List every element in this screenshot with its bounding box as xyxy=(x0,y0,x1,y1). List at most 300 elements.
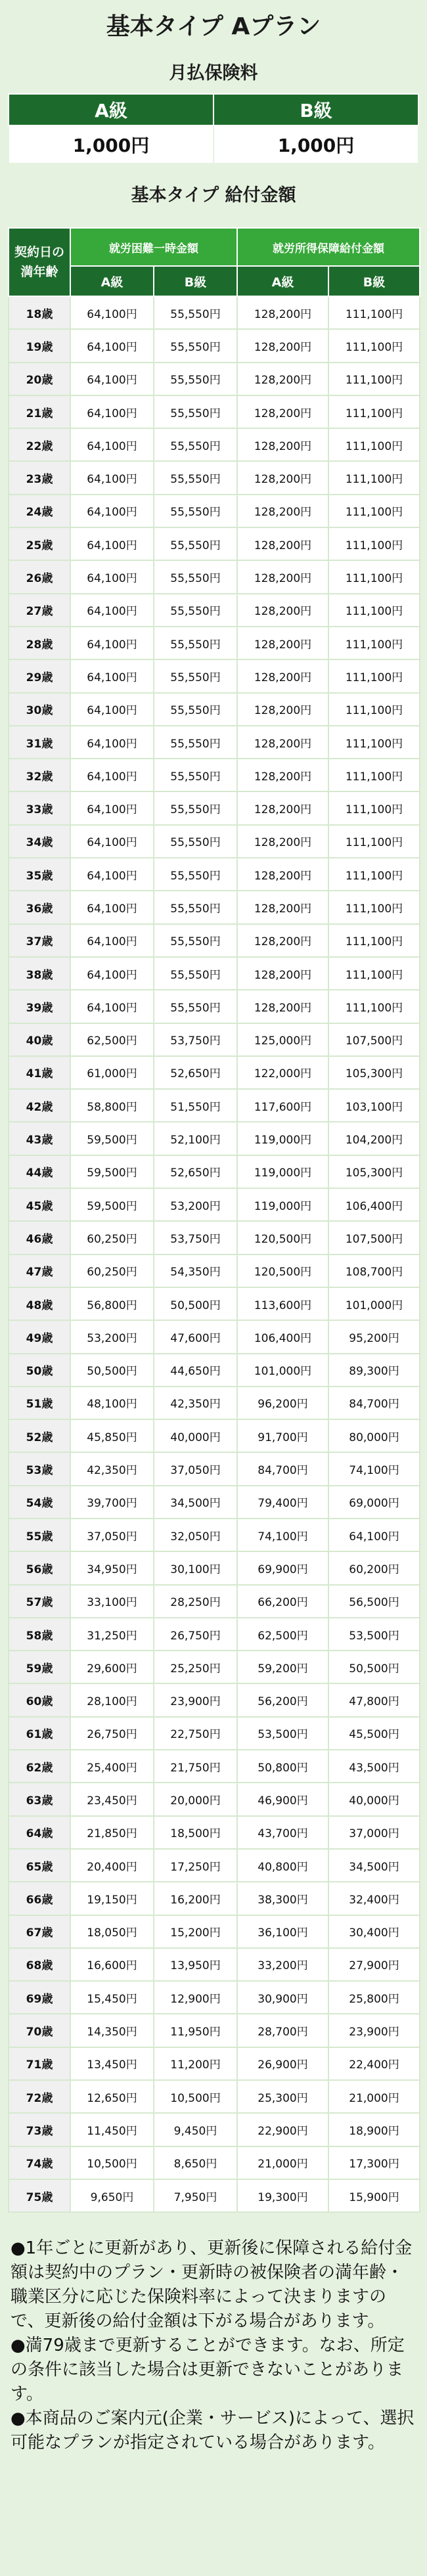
age-cell: 56歳 xyxy=(9,1551,70,1584)
age-cell: 62歳 xyxy=(9,1750,70,1783)
lump-sum-a-cell: 60,250円 xyxy=(70,1255,154,1287)
age-cell: 59歳 xyxy=(9,1651,70,1683)
table-row xyxy=(9,1255,420,1287)
lump-sum-b-cell: 23,900円 xyxy=(154,1683,237,1716)
age-cell: 65歳 xyxy=(9,1849,70,1882)
lump-sum-b-cell: 55,550円 xyxy=(154,825,237,858)
lump-sum-a-cell: 64,100円 xyxy=(70,990,154,1023)
income-b-cell: 111,100円 xyxy=(328,659,420,692)
age-cell: 41歳 xyxy=(9,1056,70,1089)
income-a-cell: 50,800円 xyxy=(237,1750,328,1783)
table-row xyxy=(9,990,420,1023)
table-row xyxy=(9,924,420,957)
lump-sum-b-cell: 55,550円 xyxy=(154,560,237,593)
age-header-line1: 契約日の xyxy=(14,245,64,259)
income-b-cell: 111,100円 xyxy=(328,495,420,527)
income-b-cell: 27,900円 xyxy=(328,1948,420,1981)
table-row xyxy=(9,1882,420,1915)
income-benefit-group-header: 就労所得保障給付金額 xyxy=(237,228,420,266)
income-a-cell: 74,100円 xyxy=(237,1519,328,1551)
table-row xyxy=(9,1783,420,1815)
lump-sum-b-cell: 52,100円 xyxy=(154,1122,237,1155)
lump-sum-b-cell: 53,200円 xyxy=(154,1188,237,1221)
income-b-cell: 111,100円 xyxy=(328,990,420,1023)
lump-sum-a-cell: 26,750円 xyxy=(70,1717,154,1750)
table-row xyxy=(9,1320,420,1353)
lump-sum-a-cell: 56,800円 xyxy=(70,1287,154,1320)
lump-sum-b-cell: 53,750円 xyxy=(154,1221,237,1254)
table-row xyxy=(9,395,420,428)
income-b-cell: 17,300円 xyxy=(328,2146,420,2179)
table-row xyxy=(9,1452,420,1485)
income-b-cell: 108,700円 xyxy=(328,1255,420,1287)
income-a-cell: 128,200円 xyxy=(237,891,328,923)
benefit-table xyxy=(8,227,420,2213)
age-cell: 50歳 xyxy=(9,1354,70,1387)
age-cell: 61歳 xyxy=(9,1717,70,1750)
lump-sum-a-cell: 64,100円 xyxy=(70,594,154,627)
table-row xyxy=(9,1419,420,1452)
lump-sum-a-cell: 9,650円 xyxy=(70,2179,154,2212)
table-row xyxy=(9,329,420,362)
table-row xyxy=(9,627,420,659)
lump-sum-b-cell: 26,750円 xyxy=(154,1618,237,1651)
lump-sum-b-cell: 11,200円 xyxy=(154,2047,237,2080)
lump-sum-a-cell: 28,100円 xyxy=(70,1683,154,1716)
age-cell: 26歳 xyxy=(9,560,70,593)
income-b-cell: 111,100円 xyxy=(328,759,420,791)
age-cell: 49歳 xyxy=(9,1320,70,1353)
income-a-cell: 128,200円 xyxy=(237,329,328,362)
lump-sum-b-cell: 8,650円 xyxy=(154,2146,237,2179)
age-cell: 43歳 xyxy=(9,1122,70,1155)
income-b-cell: 80,000円 xyxy=(328,1419,420,1452)
lump-sum-b-cell: 17,250円 xyxy=(154,1849,237,1882)
table-row xyxy=(9,2080,420,2113)
income-b-cell: 56,500円 xyxy=(328,1585,420,1618)
table-row xyxy=(9,1585,420,1618)
age-cell: 44歳 xyxy=(9,1155,70,1188)
income-b-cell: 111,100円 xyxy=(328,560,420,593)
age-cell: 42歳 xyxy=(9,1089,70,1122)
table-row xyxy=(9,495,420,527)
income-a-cell: 128,200円 xyxy=(237,825,328,858)
lump-sum-a-cell: 50,500円 xyxy=(70,1354,154,1387)
income-a-cell: 46,900円 xyxy=(237,1783,328,1815)
income-b-cell: 104,200円 xyxy=(328,1122,420,1155)
lump-sum-a-cell: 45,850円 xyxy=(70,1419,154,1452)
lump-sum-a-cell: 25,400円 xyxy=(70,1750,154,1783)
table-row xyxy=(9,1915,420,1948)
lump-sum-b-cell: 25,250円 xyxy=(154,1651,237,1683)
lump-sum-a-cell: 64,100円 xyxy=(70,296,154,329)
income-b-cell: 111,100円 xyxy=(328,858,420,891)
lump-sum-a-cell: 64,100円 xyxy=(70,726,154,759)
age-cell: 20歳 xyxy=(9,363,70,395)
premium-table xyxy=(8,93,419,164)
age-cell: 21歳 xyxy=(9,395,70,428)
table-row xyxy=(9,2014,420,2047)
lump-sum-a-cell: 64,100円 xyxy=(70,495,154,527)
benefit-table-body xyxy=(9,296,420,2212)
lump-sum-a-cell: 15,450円 xyxy=(70,1981,154,2014)
lump-sum-b-cell: 30,100円 xyxy=(154,1551,237,1584)
income-a-cell: 120,500円 xyxy=(237,1255,328,1287)
age-cell: 69歳 xyxy=(9,1981,70,2014)
lump-sum-class-b-header: B級 xyxy=(154,266,237,296)
income-a-cell: 53,500円 xyxy=(237,1717,328,1750)
lump-sum-a-cell: 29,600円 xyxy=(70,1651,154,1683)
income-b-cell: 111,100円 xyxy=(328,594,420,627)
income-a-cell: 21,000円 xyxy=(237,2146,328,2179)
income-a-cell: 117,600円 xyxy=(237,1089,328,1122)
lump-sum-a-cell: 12,650円 xyxy=(70,2080,154,2113)
lump-sum-a-cell: 39,700円 xyxy=(70,1486,154,1519)
table-row xyxy=(9,1717,420,1750)
table-row xyxy=(9,527,420,560)
lump-sum-a-cell: 64,100円 xyxy=(70,560,154,593)
lump-sum-b-cell: 55,550円 xyxy=(154,594,237,627)
table-row xyxy=(9,594,420,627)
income-b-cell: 111,100円 xyxy=(328,428,420,461)
income-a-cell: 22,900円 xyxy=(237,2113,328,2146)
income-a-cell: 28,700円 xyxy=(237,2014,328,2047)
table-row xyxy=(9,957,420,990)
table-row xyxy=(9,1354,420,1387)
age-cell: 32歳 xyxy=(9,759,70,791)
age-cell: 73歳 xyxy=(9,2113,70,2146)
income-a-cell: 128,200円 xyxy=(237,428,328,461)
age-cell: 38歳 xyxy=(9,957,70,990)
note-renewal: ●1年ごとに更新があり、更新後に保障される給付金額は契約中のプラン・更新時の被保険者の満年齢・職業区分に応じた保険料率によって決まりますので、更新後の給付金額は下がる場合があります。 xyxy=(11,2238,413,2332)
income-a-cell: 33,200円 xyxy=(237,1948,328,1981)
note-plan-selection: ●本商品のご案内元(企業・サービス)によって、選択可能なプランが指定されている場合があります。 xyxy=(11,2409,415,2453)
lump-sum-b-cell: 55,550円 xyxy=(154,891,237,923)
page-title: 基本タイプ Aプラン xyxy=(106,13,321,40)
income-b-cell: 111,100円 xyxy=(328,726,420,759)
income-a-cell: 128,200円 xyxy=(237,726,328,759)
income-b-cell: 22,400円 xyxy=(328,2047,420,2080)
lump-sum-b-cell: 9,450円 xyxy=(154,2113,237,2146)
income-a-cell: 96,200円 xyxy=(237,1387,328,1419)
table-row xyxy=(9,1750,420,1783)
table-row xyxy=(9,1551,420,1584)
table-row xyxy=(9,825,420,858)
lump-sum-a-cell: 13,450円 xyxy=(70,2047,154,2080)
lump-sum-b-cell: 55,550円 xyxy=(154,791,237,824)
income-b-cell: 111,100円 xyxy=(328,627,420,659)
income-b-cell: 111,100円 xyxy=(328,329,420,362)
income-a-cell: 119,000円 xyxy=(237,1122,328,1155)
income-a-cell: 128,200円 xyxy=(237,296,328,329)
age-cell: 37歳 xyxy=(9,924,70,957)
lump-sum-a-cell: 64,100円 xyxy=(70,428,154,461)
income-a-cell: 128,200円 xyxy=(237,527,328,560)
lump-sum-b-cell: 55,550円 xyxy=(154,363,237,395)
premium-header-a: A級 xyxy=(9,94,214,125)
income-a-cell: 56,200円 xyxy=(237,1683,328,1716)
lump-sum-a-cell: 64,100円 xyxy=(70,461,154,494)
income-a-cell: 122,000円 xyxy=(237,1056,328,1089)
age-cell: 47歳 xyxy=(9,1255,70,1287)
lump-sum-a-cell: 64,100円 xyxy=(70,329,154,362)
income-b-cell: 21,000円 xyxy=(328,2080,420,2113)
age-cell: 27歳 xyxy=(9,594,70,627)
income-b-cell: 74,100円 xyxy=(328,1452,420,1485)
lump-sum-b-cell: 16,200円 xyxy=(154,1882,237,1915)
premium-heading: 月払保険料 xyxy=(169,63,258,83)
age-cell: 24歳 xyxy=(9,495,70,527)
lump-sum-b-cell: 55,550円 xyxy=(154,858,237,891)
age-cell: 19歳 xyxy=(9,329,70,362)
income-b-cell: 111,100円 xyxy=(328,791,420,824)
lump-sum-b-cell: 52,650円 xyxy=(154,1155,237,1188)
lump-sum-b-cell: 55,550円 xyxy=(154,693,237,726)
table-row xyxy=(9,1651,420,1683)
age-cell: 64歳 xyxy=(9,1816,70,1849)
table-row xyxy=(9,560,420,593)
table-row xyxy=(9,1122,420,1155)
lump-sum-b-cell: 55,550円 xyxy=(154,759,237,791)
income-b-cell: 106,400円 xyxy=(328,1188,420,1221)
age-cell: 52歳 xyxy=(9,1419,70,1452)
age-cell: 33歳 xyxy=(9,791,70,824)
table-row xyxy=(9,1089,420,1122)
table-row xyxy=(9,1287,420,1320)
age-cell: 57歳 xyxy=(9,1585,70,1618)
lump-sum-a-cell: 31,250円 xyxy=(70,1618,154,1651)
table-row xyxy=(9,2179,420,2212)
income-b-cell: 37,000円 xyxy=(328,1816,420,1849)
lump-sum-a-cell: 59,500円 xyxy=(70,1122,154,1155)
benefit-heading: 基本タイプ 給付金額 xyxy=(131,185,296,206)
lump-sum-b-cell: 22,750円 xyxy=(154,1717,237,1750)
age-cell: 25歳 xyxy=(9,527,70,560)
table-row xyxy=(9,891,420,923)
lump-sum-a-cell: 64,100円 xyxy=(70,858,154,891)
income-a-cell: 40,800円 xyxy=(237,1849,328,1882)
lump-sum-a-cell: 64,100円 xyxy=(70,527,154,560)
income-b-cell: 105,300円 xyxy=(328,1155,420,1188)
age-cell: 45歳 xyxy=(9,1188,70,1221)
table-row xyxy=(9,1221,420,1254)
age-cell: 36歳 xyxy=(9,891,70,923)
income-a-cell: 119,000円 xyxy=(237,1155,328,1188)
income-a-cell: 128,200円 xyxy=(237,791,328,824)
age-cell: 18歳 xyxy=(9,296,70,329)
table-row xyxy=(9,363,420,395)
income-b-cell: 101,000円 xyxy=(328,1287,420,1320)
age-cell: 39歳 xyxy=(9,990,70,1023)
lump-sum-b-cell: 55,550円 xyxy=(154,296,237,329)
lump-sum-a-cell: 59,500円 xyxy=(70,1155,154,1188)
income-a-cell: 128,200円 xyxy=(237,594,328,627)
income-a-cell: 128,200円 xyxy=(237,560,328,593)
lump-sum-b-cell: 34,500円 xyxy=(154,1486,237,1519)
table-row xyxy=(9,2047,420,2080)
income-b-cell: 111,100円 xyxy=(328,825,420,858)
income-a-cell: 69,900円 xyxy=(237,1551,328,1584)
income-a-cell: 66,200円 xyxy=(237,1585,328,1618)
age-cell: 58歳 xyxy=(9,1618,70,1651)
income-b-cell: 107,500円 xyxy=(328,1023,420,1056)
lump-sum-b-cell: 12,900円 xyxy=(154,1981,237,2014)
income-a-cell: 91,700円 xyxy=(237,1419,328,1452)
lump-sum-b-cell: 55,550円 xyxy=(154,957,237,990)
age-cell: 48歳 xyxy=(9,1287,70,1320)
income-b-cell: 40,000円 xyxy=(328,1783,420,1815)
lump-sum-a-cell: 64,100円 xyxy=(70,759,154,791)
lump-sum-b-cell: 7,950円 xyxy=(154,2179,237,2212)
lump-sum-b-cell: 55,550円 xyxy=(154,527,237,560)
income-b-cell: 25,800円 xyxy=(328,1981,420,2014)
income-a-cell: 128,200円 xyxy=(237,363,328,395)
income-b-cell: 111,100円 xyxy=(328,527,420,560)
income-b-cell: 69,000円 xyxy=(328,1486,420,1519)
income-b-cell: 34,500円 xyxy=(328,1849,420,1882)
lump-sum-a-cell: 14,350円 xyxy=(70,2014,154,2047)
age-cell: 31歳 xyxy=(9,726,70,759)
lump-sum-b-cell: 55,550円 xyxy=(154,495,237,527)
table-row xyxy=(9,1981,420,2014)
lump-sum-b-cell: 10,500円 xyxy=(154,2080,237,2113)
table-row xyxy=(9,296,420,329)
income-a-cell: 113,600円 xyxy=(237,1287,328,1320)
lump-sum-b-cell: 28,250円 xyxy=(154,1585,237,1618)
income-b-cell: 89,300円 xyxy=(328,1354,420,1387)
lump-sum-a-cell: 20,400円 xyxy=(70,1849,154,1882)
income-b-cell: 105,300円 xyxy=(328,1056,420,1089)
lump-sum-b-cell: 21,750円 xyxy=(154,1750,237,1783)
lump-sum-a-cell: 58,800円 xyxy=(70,1089,154,1122)
age-cell: 71歳 xyxy=(9,2047,70,2080)
age-cell: 22歳 xyxy=(9,428,70,461)
table-row xyxy=(9,858,420,891)
income-a-cell: 128,200円 xyxy=(237,693,328,726)
lump-sum-a-cell: 64,100円 xyxy=(70,395,154,428)
table-row xyxy=(9,428,420,461)
lump-sum-b-cell: 20,000円 xyxy=(154,1783,237,1815)
table-row xyxy=(9,1816,420,1849)
age-header-line2: 満年齢 xyxy=(20,265,58,279)
premium-header-b: B級 xyxy=(214,94,418,125)
income-b-cell: 43,500円 xyxy=(328,1750,420,1783)
lump-sum-b-cell: 55,550円 xyxy=(154,990,237,1023)
age-cell: 55歳 xyxy=(9,1519,70,1551)
table-row xyxy=(9,1188,420,1221)
lump-sum-b-cell: 50,500円 xyxy=(154,1287,237,1320)
lump-sum-a-cell: 61,000円 xyxy=(70,1056,154,1089)
table-row xyxy=(9,791,420,824)
table-row xyxy=(9,1387,420,1419)
table-row xyxy=(9,759,420,791)
age-cell: 51歳 xyxy=(9,1387,70,1419)
table-row xyxy=(9,1849,420,1882)
age-cell: 46歳 xyxy=(9,1221,70,1254)
income-b-cell: 111,100円 xyxy=(328,924,420,957)
lump-sum-b-cell: 32,050円 xyxy=(154,1519,237,1551)
income-b-cell: 15,900円 xyxy=(328,2179,420,2212)
income-a-cell: 120,500円 xyxy=(237,1221,328,1254)
lump-sum-a-cell: 62,500円 xyxy=(70,1023,154,1056)
age-cell: 70歳 xyxy=(9,2014,70,2047)
age-cell: 28歳 xyxy=(9,627,70,659)
table-row xyxy=(9,693,420,726)
income-b-cell: 23,900円 xyxy=(328,2014,420,2047)
lump-sum-a-cell: 64,100円 xyxy=(70,924,154,957)
lump-sum-a-cell: 64,100円 xyxy=(70,363,154,395)
income-a-cell: 125,000円 xyxy=(237,1023,328,1056)
income-a-cell: 101,000円 xyxy=(237,1354,328,1387)
lump-sum-a-cell: 64,100円 xyxy=(70,891,154,923)
lump-sum-a-cell: 64,100円 xyxy=(70,825,154,858)
lump-sum-a-cell: 60,250円 xyxy=(70,1221,154,1254)
age-cell: 30歳 xyxy=(9,693,70,726)
income-b-cell: 60,200円 xyxy=(328,1551,420,1584)
lump-sum-a-cell: 64,100円 xyxy=(70,791,154,824)
income-a-cell: 38,300円 xyxy=(237,1882,328,1915)
table-row xyxy=(9,461,420,494)
income-a-cell: 59,200円 xyxy=(237,1651,328,1683)
income-b-cell: 47,800円 xyxy=(328,1683,420,1716)
lump-sum-class-a-header: A級 xyxy=(70,266,154,296)
income-a-cell: 128,200円 xyxy=(237,495,328,527)
lump-sum-b-cell: 11,950円 xyxy=(154,2014,237,2047)
age-cell: 29歳 xyxy=(9,659,70,692)
premium-section xyxy=(0,93,427,164)
income-b-cell: 111,100円 xyxy=(328,693,420,726)
age-cell: 53歳 xyxy=(9,1452,70,1485)
lump-sum-b-cell: 54,350円 xyxy=(154,1255,237,1287)
income-a-cell: 119,000円 xyxy=(237,1188,328,1221)
income-a-cell: 128,200円 xyxy=(237,461,328,494)
lump-sum-b-cell: 51,550円 xyxy=(154,1089,237,1122)
income-class-b-header: B級 xyxy=(328,266,420,296)
income-a-cell: 128,200円 xyxy=(237,395,328,428)
age-cell: 67歳 xyxy=(9,1915,70,1948)
lump-sum-a-cell: 37,050円 xyxy=(70,1519,154,1551)
income-b-cell: 30,400円 xyxy=(328,1915,420,1948)
income-b-cell: 45,500円 xyxy=(328,1717,420,1750)
income-b-cell: 111,100円 xyxy=(328,395,420,428)
lump-sum-b-cell: 37,050円 xyxy=(154,1452,237,1485)
lump-sum-a-cell: 10,500円 xyxy=(70,2146,154,2179)
notes xyxy=(0,2213,427,2455)
table-row xyxy=(9,1155,420,1188)
income-a-cell: 128,200円 xyxy=(237,924,328,957)
note-age-limit: ●満79歳まで更新することができます。なお、所定の条件に該当した場合は更新できないことがあります。 xyxy=(11,2336,405,2405)
lump-sum-a-cell: 64,100円 xyxy=(70,693,154,726)
table-row xyxy=(9,1683,420,1716)
lump-sum-group-header: 就労困難一時金額 xyxy=(70,228,237,266)
lump-sum-a-cell: 18,050円 xyxy=(70,1915,154,1948)
income-b-cell: 111,100円 xyxy=(328,891,420,923)
premium-value-a: 1,000円 xyxy=(9,125,214,164)
age-cell: 66歳 xyxy=(9,1882,70,1915)
lump-sum-a-cell: 34,950円 xyxy=(70,1551,154,1584)
income-b-cell: 103,100円 xyxy=(328,1089,420,1122)
lump-sum-b-cell: 55,550円 xyxy=(154,461,237,494)
income-a-cell: 19,300円 xyxy=(237,2179,328,2212)
income-b-cell: 111,100円 xyxy=(328,296,420,329)
age-cell: 63歳 xyxy=(9,1783,70,1815)
lump-sum-b-cell: 47,600円 xyxy=(154,1320,237,1353)
income-b-cell: 111,100円 xyxy=(328,957,420,990)
table-row xyxy=(9,2113,420,2146)
lump-sum-a-cell: 64,100円 xyxy=(70,659,154,692)
lump-sum-a-cell: 23,450円 xyxy=(70,1783,154,1815)
lump-sum-a-cell: 16,600円 xyxy=(70,1948,154,1981)
